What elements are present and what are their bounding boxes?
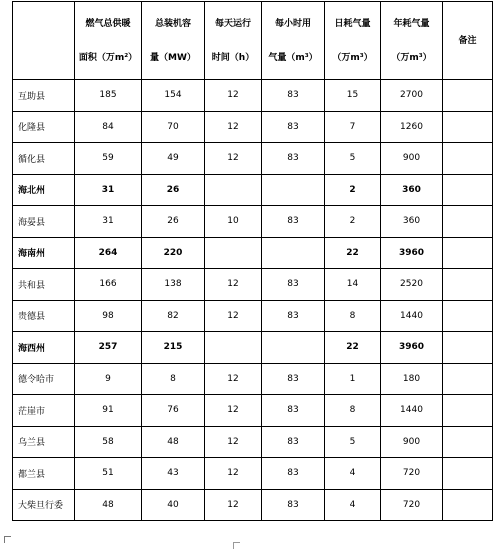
cell-area: 98 (75, 300, 142, 332)
cell-hours: 12 (205, 143, 262, 175)
cell-note (443, 363, 493, 395)
cell-hourly: 83 (262, 363, 325, 395)
cell-hours: 12 (205, 489, 262, 521)
cell-capacity: 138 (142, 269, 205, 301)
cell-daily: 8 (325, 300, 381, 332)
cell-note (443, 80, 493, 112)
cell-annual: 720 (381, 458, 443, 490)
cell-area: 166 (75, 269, 142, 301)
cell-hours: 12 (205, 269, 262, 301)
cell-hourly: 83 (262, 300, 325, 332)
cell-hourly: 83 (262, 269, 325, 301)
cell-area: 48 (75, 489, 142, 521)
cell-annual: 1260 (381, 111, 443, 143)
cell-daily: 7 (325, 111, 381, 143)
cell-daily: 8 (325, 395, 381, 427)
cell-name: 大柴旦行委 (13, 489, 75, 521)
cell-annual: 1440 (381, 300, 443, 332)
cell-area: 91 (75, 395, 142, 427)
cell-capacity: 49 (142, 143, 205, 175)
cell-hourly: 83 (262, 80, 325, 112)
cell-note (443, 300, 493, 332)
table-row (13, 300, 493, 332)
header-cell-hours: 每天运行 时间（h） (205, 2, 262, 80)
header-cell-hourly: 每小时用 气量（m³） (262, 2, 325, 80)
cell-area: 9 (75, 363, 142, 395)
cell-capacity: 26 (142, 174, 205, 206)
cell-note (443, 332, 493, 364)
cell-name: 循化县 (13, 143, 75, 175)
cell-area: 257 (75, 332, 142, 364)
cell-daily: 14 (325, 269, 381, 301)
cell-capacity: 48 (142, 426, 205, 458)
table-row (13, 458, 493, 490)
cell-annual: 3960 (381, 237, 443, 269)
cell-hourly (262, 332, 325, 364)
cell-hours: 12 (205, 80, 262, 112)
cell-note (443, 489, 493, 521)
cell-capacity: 70 (142, 111, 205, 143)
cell-hourly: 83 (262, 206, 325, 238)
cell-hourly: 83 (262, 111, 325, 143)
header-cell-capacity: 总装机容 量（MW） (142, 2, 205, 80)
cell-capacity: 82 (142, 300, 205, 332)
cell-note (443, 237, 493, 269)
gas-heating-table (12, 1, 493, 521)
cell-annual: 180 (381, 363, 443, 395)
cell-note (443, 269, 493, 301)
header-cell-daily: 日耗气量 （万m³） (325, 2, 381, 80)
header-cell-name (13, 2, 75, 80)
cell-hourly (262, 237, 325, 269)
cell-note (443, 111, 493, 143)
cell-area: 84 (75, 111, 142, 143)
table-row (13, 237, 493, 269)
cell-annual: 900 (381, 426, 443, 458)
cell-area: 185 (75, 80, 142, 112)
cell-name: 化隆县 (13, 111, 75, 143)
cell-capacity: 220 (142, 237, 205, 269)
header-cell-note: 备注 (443, 2, 493, 80)
cell-area: 264 (75, 237, 142, 269)
cell-name: 贵德县 (13, 300, 75, 332)
cell-capacity: 40 (142, 489, 205, 521)
cell-name: 海西州 (13, 332, 75, 364)
cell-note (443, 206, 493, 238)
cell-daily: 5 (325, 143, 381, 175)
page-corner-mark (4, 536, 11, 543)
cell-capacity: 26 (142, 206, 205, 238)
cell-annual: 360 (381, 206, 443, 238)
cell-hourly: 83 (262, 426, 325, 458)
cell-name: 海北州 (13, 174, 75, 206)
cell-annual: 2700 (381, 80, 443, 112)
table-body (13, 80, 493, 521)
cell-area: 59 (75, 143, 142, 175)
cell-daily: 1 (325, 363, 381, 395)
table-row (13, 143, 493, 175)
cell-hours (205, 237, 262, 269)
cell-capacity: 76 (142, 395, 205, 427)
cell-name: 乌兰县 (13, 426, 75, 458)
header-row (13, 2, 493, 80)
cell-daily: 15 (325, 80, 381, 112)
cell-name: 都兰县 (13, 458, 75, 490)
cell-hours: 12 (205, 300, 262, 332)
cell-hourly: 83 (262, 458, 325, 490)
cell-capacity: 43 (142, 458, 205, 490)
cell-area: 31 (75, 174, 142, 206)
cell-daily: 4 (325, 489, 381, 521)
cell-name: 海晏县 (13, 206, 75, 238)
cell-annual: 360 (381, 174, 443, 206)
cell-note (443, 395, 493, 427)
cell-hours: 12 (205, 426, 262, 458)
cell-area: 51 (75, 458, 142, 490)
cell-capacity: 215 (142, 332, 205, 364)
header-cell-annual: 年耗气量 （万m³） (381, 2, 443, 80)
cell-annual: 2520 (381, 269, 443, 301)
table-row (13, 111, 493, 143)
cell-hourly: 83 (262, 395, 325, 427)
cell-note (443, 174, 493, 206)
cell-daily: 4 (325, 458, 381, 490)
cell-note (443, 458, 493, 490)
table-row (13, 363, 493, 395)
cell-daily: 2 (325, 206, 381, 238)
cell-hours: 12 (205, 363, 262, 395)
cell-name: 互助县 (13, 80, 75, 112)
cell-annual: 900 (381, 143, 443, 175)
cell-area: 58 (75, 426, 142, 458)
cell-name: 茫崖市 (13, 395, 75, 427)
cell-daily: 5 (325, 426, 381, 458)
table-row (13, 426, 493, 458)
cell-capacity: 8 (142, 363, 205, 395)
table-row (13, 395, 493, 427)
cell-name: 德令哈市 (13, 363, 75, 395)
table-row (13, 489, 493, 521)
table-row (13, 332, 493, 364)
cell-note (443, 426, 493, 458)
cell-hours (205, 332, 262, 364)
cell-daily: 22 (325, 237, 381, 269)
header-cell-area: 燃气总供暖 面积（万m²） (75, 2, 142, 80)
cell-annual: 1440 (381, 395, 443, 427)
cell-hours: 12 (205, 395, 262, 427)
cell-hours: 12 (205, 458, 262, 490)
cell-capacity: 154 (142, 80, 205, 112)
cell-note (443, 143, 493, 175)
cell-annual: 3960 (381, 332, 443, 364)
cell-daily: 2 (325, 174, 381, 206)
table-row (13, 174, 493, 206)
cell-hours (205, 174, 262, 206)
cell-area: 31 (75, 206, 142, 238)
cell-daily: 22 (325, 332, 381, 364)
cell-name: 海南州 (13, 237, 75, 269)
cell-annual: 720 (381, 489, 443, 521)
table-row (13, 80, 493, 112)
cell-hourly: 83 (262, 489, 325, 521)
table-row (13, 269, 493, 301)
cell-hourly (262, 174, 325, 206)
cell-name: 共和县 (13, 269, 75, 301)
table-row (13, 206, 493, 238)
cell-hourly: 83 (262, 143, 325, 175)
cell-hours: 10 (205, 206, 262, 238)
cell-hours: 12 (205, 111, 262, 143)
